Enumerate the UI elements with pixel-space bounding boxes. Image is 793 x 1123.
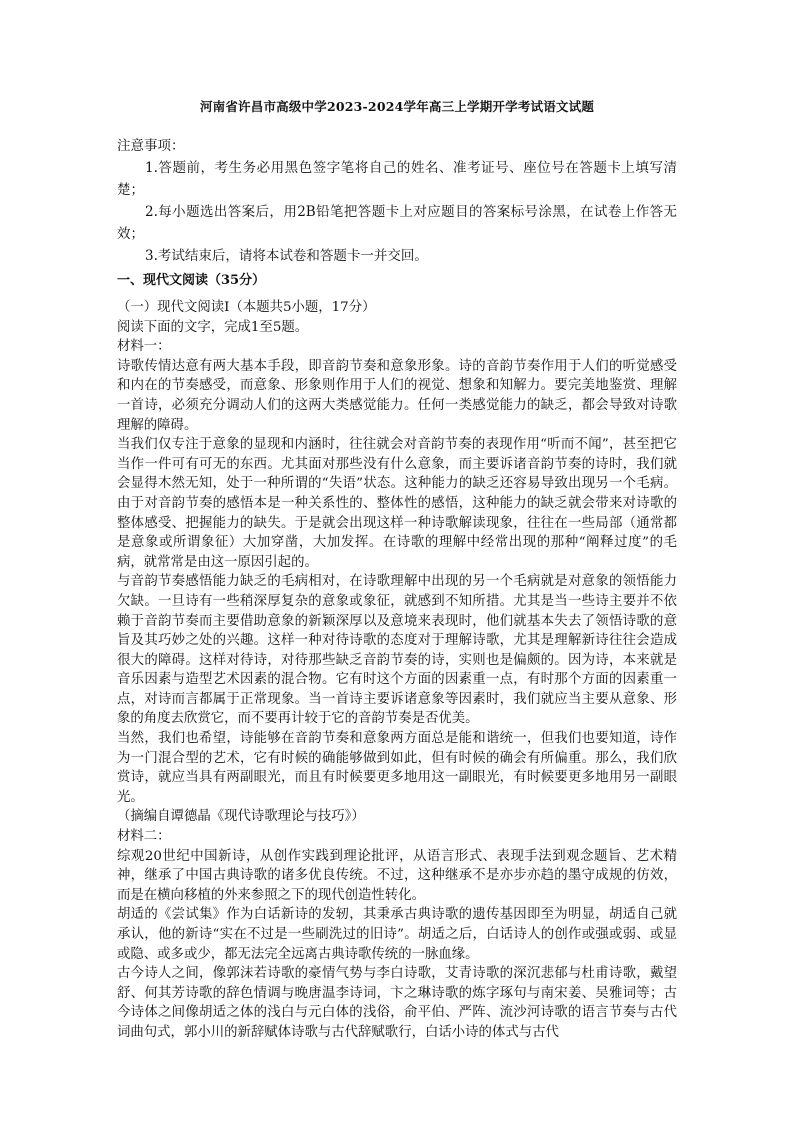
instruction-text: 阅读下面的文字，完成1至5题。 <box>117 319 309 335</box>
material1-label: 材料一： <box>117 339 171 355</box>
material2-paragraph: 古今诗人之间，像郭沫若诗歌的豪情气势与李白诗歌，艾青诗歌的深沉悲郁与杜甫诗歌，戴望舒、何其芳诗歌的辞色情调与晚唐温李诗词，卞之琳诗歌的炼字琢句与南宋姜、吴雅词等；古今诗体之间像胡适之体的浅白与元白体的浅俗，俞平伯、严阵、流沙河诗歌的语言节奏与古代词曲句式，郭小川的新辞赋体诗歌与古代辞赋歌行，白话小诗的体式与古代 <box>117 966 677 1040</box>
notice-block <box>117 135 677 267</box>
document-title: 河南省许昌市高级中学2023-2024学年高三上学期开学考试语文试题 <box>199 99 595 114</box>
material2-paragraph: 综观20世纪中国新诗，从创作实践到理论批评，从语言形式、表现手法到观念题旨、艺术精神，继承了中国古典诗歌的诸多优良传统。不过，这种继承不是亦步亦趋的墨守成规的仿效，而是在横向移植的外来参照之下的现代创造性转化。 <box>117 848 677 903</box>
material2-label: 材料二： <box>117 829 171 845</box>
material1-paragraph: 与音韵节奏感悟能力缺乏的毛病相对，在诗歌理解中出现的另一个毛病就是对意象的领悟能力欠缺。一旦诗有一些稍深厚复杂的意象或象征，就感到不知所措。尤其是当一些诗主要并不依赖于音韵节奏而主要借助意象的新颖深厚以及意境来表现时，他们就基本失去了领悟诗歌的意旨及其巧妙之处的兴趣。这样一种对待诗歌的态度对于理解诗歌，尤其是理解新诗往往会造成很大的障碍。这样对待诗，对待那些缺乏音韵节奏的诗，实则也是偏颇的。因为诗，本来就是音乐因素与造型艺术因素的混合物。它有时这个方面的因素重一点，有时那个方面的因素重一点，对诗而言都属于正常现象。当一首诗主要诉诸意象等因素时，我们就应当主要从意象、形象的角度去欣赏它，而不要再计较于它的音韵节奏是否优美。 <box>117 574 677 727</box>
material1-paragraph: 诗歌传情达意有两大基本手段，即音韵节奏和意象形象。诗的音韵节奏作用于人们的听觉感受和内在的节奏感受，而意象、形象则作用于人们的视觉、想象和知解力。要完美地鉴赏、理解一首诗，必须充分调动人们的这两大类感觉能力。任何一类感觉能力的缺乏，都会导致对诗歌理解的障碍。 <box>117 358 677 433</box>
notice-heading: 注意事项： <box>117 138 185 154</box>
material1-source: （摘编自谭德晶《现代诗歌理论与技巧》） <box>117 809 365 825</box>
material1-paragraph: 当然，我们也希望，诗能够在音韵节奏和意象两方面总是能和谐统一，但我们也要知道，诗作为一门混合型的艺术，它有时候的确能够做到如此，但有时候的确会有所偏重。那么，我们欣赏诗，就应当具有两副眼光，而且有时候要更多地用这一副眼光，有时候要更多地用另一副眼光。 <box>117 731 677 805</box>
reading-body <box>117 298 677 1043</box>
subsection-heading: （一）现代文阅读Ⅰ（本题共5小题，17分） <box>117 300 376 315</box>
notice-item-3: 3.考试结束后，请将本试卷和答题卡一并交回。 <box>145 248 428 264</box>
section-heading: 一、现代文阅读（35分） <box>117 273 266 288</box>
notice-item-1: 1.答题前，考生务必用黑色签字笔将自己的姓名、准考证号、座位号在答题卡上填写清楚； <box>117 160 677 198</box>
material1-paragraph: 当我们仅专注于意象的显现和内涵时，往往就会对音韵节奏的表现作用“听而不闻”，甚至把它当作一件可有可无的东西。尤其面对那些没有什么意象，而主要诉诸音韵节奏的诗时，我们就会显得木然无知，处于一种所谓的“失语”状态。这种能力的缺乏还容易导致出现另一个毛病。由于对音韵节奏的感悟本是一种关系性的、整体性的感悟，这种能力的缺乏就会带来对诗歌的整体感受、把握能力的缺失。于是就会出现这样一种诗歌解读现象，往往在一些局部（通常都是意象或所谓象征）大加穿凿，大加发挥。在诗歌的理解中经常出现的那种“阐释过度”的毛病，就常常是由这一原因引起的。 <box>117 437 677 570</box>
notice-item-2: 2.每小题选出答案后，用2B铅笔把答题卡上对应题目的答案标号涂黑，在试卷上作答无效； <box>117 204 677 242</box>
material2-paragraph: 胡适的《尝试集》作为白话新诗的发轫，其秉承古典诗歌的遗传基因即至为明显，胡适自己就承认，他的新诗“实在不过是一些刷洗过的旧诗”。胡适之后，白话诗人的创作或强或弱、或显或隐、或多或少，都无法完全远离古典诗歌传统的一脉血缘。 <box>117 907 677 962</box>
